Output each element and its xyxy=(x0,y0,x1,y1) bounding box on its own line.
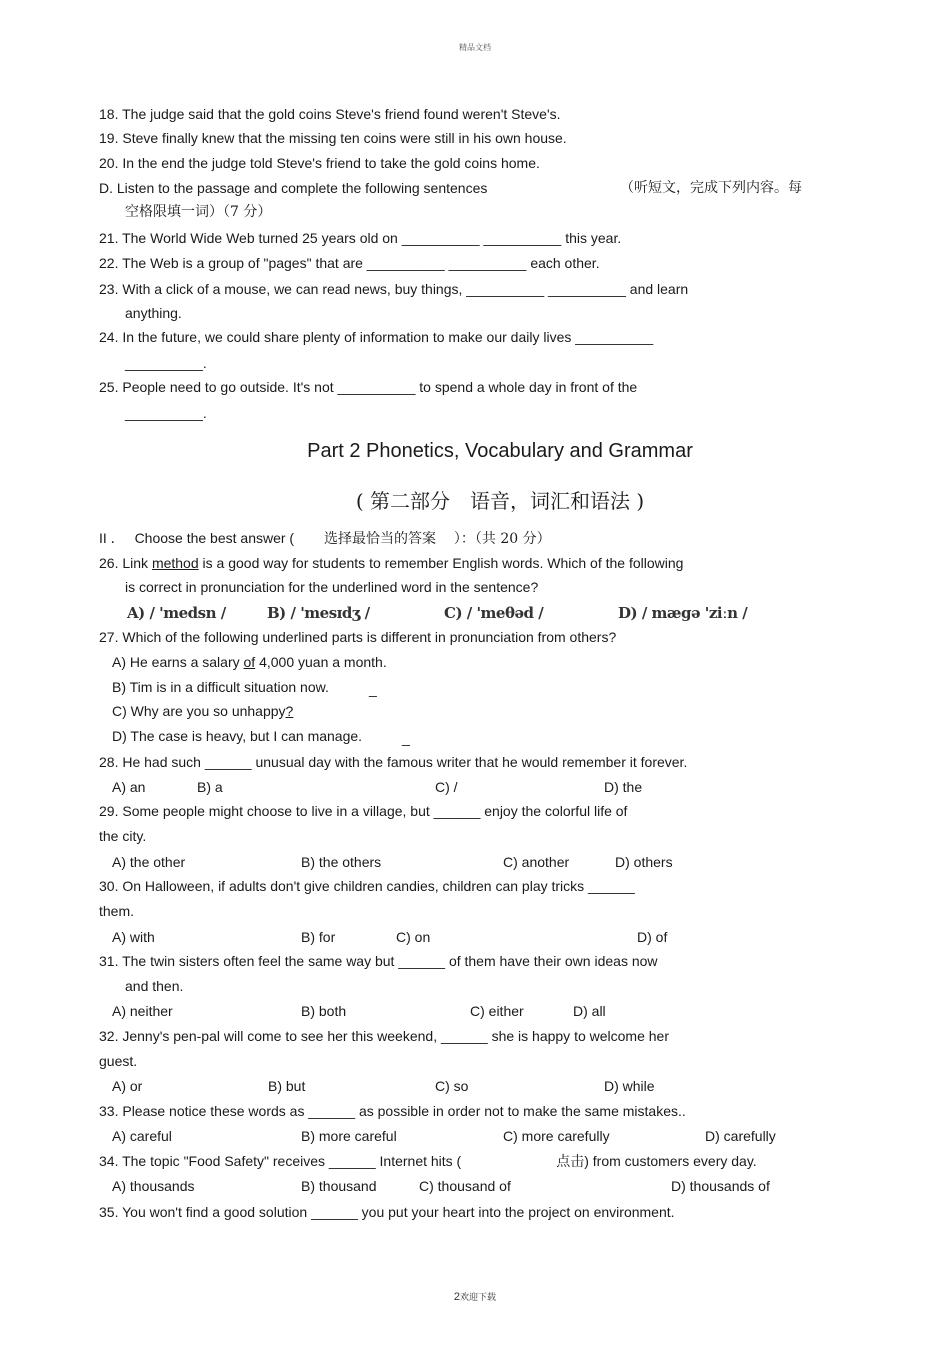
section-d-heading: D. Listen to the passage and complete the following sentences xyxy=(99,180,488,196)
option-b: B) for xyxy=(301,929,336,945)
option-d: D) of xyxy=(637,929,668,945)
question-34-text-end: ) from customers every day. xyxy=(584,1153,757,1169)
option-d: D) carefully xyxy=(705,1128,776,1144)
option-a: A) careful xyxy=(112,1128,172,1144)
page-footer xyxy=(0,1290,950,1303)
option-c: C) another xyxy=(503,854,570,870)
question-25: 25. People need to go outside. It's not __________ to spend a whole day in front of the xyxy=(99,379,638,395)
option-text: A) He earns a salary xyxy=(112,654,244,670)
item-text: The judge said that the gold coins Steve's friend found weren't Steve's. xyxy=(122,106,561,122)
underline-mark: _ xyxy=(402,730,410,746)
item-text: Steve finally knew that the missing ten coins were still in his own house. xyxy=(122,130,567,146)
option-c: C) thousand of xyxy=(419,1178,511,1194)
question-35: 35. You won't find a good solution ______ you put your heart into the project on environment. xyxy=(99,1204,675,1220)
question-27-option-b: B) Tim is in a difficult situation now. xyxy=(112,679,329,695)
section-ii-label: II ． xyxy=(99,530,125,546)
section-ii-text-cn: 选择最恰当的答案 xyxy=(323,531,436,547)
option-d: D) the xyxy=(604,779,643,795)
item-18 xyxy=(99,105,561,123)
question-26 xyxy=(99,554,683,572)
question-34 xyxy=(99,1152,757,1171)
option-text: 4,000 yuan a month. xyxy=(255,654,387,670)
section-d-instruction-cn: （听短文，完成下列内容。每 xyxy=(620,180,802,196)
question-34-text: 34. The topic "Food Safety" receives ______ Internet hits ( xyxy=(99,1153,462,1169)
option-d: D) thousands of xyxy=(671,1178,770,1194)
question-24: 24. In the future, we could share plenty of information to make our daily lives __________ xyxy=(99,329,654,345)
question-26-prefix: 26. Link xyxy=(99,555,152,571)
item-text: In the end the judge told Steve's friend to take the gold coins home. xyxy=(122,155,540,171)
question-22: 22. The Web is a group of "pages" that are __________ __________ each other. xyxy=(99,255,600,271)
option-text: C) Why are you so unhappy xyxy=(112,703,286,719)
question-29: 29. Some people might choose to live in a village, but ______ enjoy the colorful life of xyxy=(99,803,628,819)
question-24-continued: __________. xyxy=(125,355,207,371)
question-23: 23. With a click of a mouse, we can read news, buy things, __________ __________ and learn xyxy=(99,281,689,297)
option-b: B) but xyxy=(268,1078,306,1094)
question-27-option-d: D) The case is heavy, but I can manage. xyxy=(112,728,363,744)
underlined-part: of xyxy=(243,654,256,670)
option-b: B) thousand xyxy=(301,1178,377,1194)
question-33: 33. Please notice these words as ______ as possible in order not to make the same mistakes.. xyxy=(99,1103,686,1119)
phonetic-option-c: C) / 'meθəd / xyxy=(444,604,544,622)
option-a: A) neither xyxy=(112,1003,173,1019)
page-header: 精品文档 xyxy=(459,43,491,52)
option-c: C) more carefully xyxy=(503,1128,610,1144)
option-b: B) a xyxy=(197,779,223,795)
option-c: C) on xyxy=(396,929,431,945)
option-d: D) others xyxy=(615,854,673,870)
question-32: 32. Jenny's pen-pal will come to see her this weekend, ______ she is happy to welcome her xyxy=(99,1028,670,1044)
option-a: A) the other xyxy=(112,854,186,870)
section-d-instruction-cn-2: 空格限填一词）（7 分） xyxy=(125,204,272,220)
section-ii-text: Choose the best answer ( xyxy=(134,530,295,546)
question-26-rest: is a good way for students to remember English words. Which of the following xyxy=(198,555,684,571)
phonetic-option-b: B) / 'mesɪdʒ / xyxy=(267,604,370,622)
question-30-continued: them. xyxy=(99,903,135,919)
part2-subtitle: ( 第二部分 语音，词汇和语法 ) xyxy=(355,489,645,513)
question-27-option-c xyxy=(112,702,293,720)
option-a: A) with xyxy=(112,929,155,945)
option-b: B) the others xyxy=(301,854,382,870)
option-c: C) either xyxy=(470,1003,524,1019)
item-number: 18. xyxy=(99,106,119,122)
option-d: D) all xyxy=(573,1003,606,1019)
section-ii-heading xyxy=(99,529,551,548)
option-a: A) an xyxy=(112,779,146,795)
section-ii-score: ）：（共 20 分） xyxy=(453,531,551,547)
option-c: C) so xyxy=(435,1078,469,1094)
question-34-cn: 点击 xyxy=(556,1154,585,1170)
option-b: B) both xyxy=(301,1003,347,1019)
option-a: A) thousands xyxy=(112,1178,195,1194)
question-31-continued: and then. xyxy=(125,978,184,994)
option-c: C) / xyxy=(435,779,458,795)
phonetic-option-d: D) / mægə 'ziːn / xyxy=(618,604,748,622)
item-19 xyxy=(99,129,567,147)
question-29-continued: the city. xyxy=(99,828,147,844)
option-a: A) or xyxy=(112,1078,143,1094)
question-21: 21. The World Wide Web turned 25 years old on __________ __________ this year. xyxy=(99,230,622,246)
footer-text: 欢迎下载 xyxy=(460,1292,497,1302)
item-20 xyxy=(99,154,540,172)
underlined-word: method xyxy=(151,555,199,571)
question-27: 27. Which of the following underlined parts is different in pronunciation from others? xyxy=(99,629,617,645)
question-32-continued: guest. xyxy=(99,1053,138,1069)
question-25-continued: __________. xyxy=(125,405,207,421)
option-d: D) while xyxy=(604,1078,655,1094)
question-28: 28. He had such ______ unusual day with the famous writer that he would remember it forever. xyxy=(99,754,688,770)
item-number: 19. xyxy=(99,130,119,146)
page-number: 2 xyxy=(453,1291,461,1303)
question-30: 30. On Halloween, if adults don't give children candies, children can play tricks ______ xyxy=(99,878,635,894)
option-b: B) more careful xyxy=(301,1128,397,1144)
part2-title: Part 2 Phonetics, Vocabulary and Grammar xyxy=(307,440,693,462)
underlined-part: ? xyxy=(285,703,294,719)
question-26-continued: is correct in pronunciation for the underlined word in the sentence? xyxy=(125,579,539,595)
item-number: 20. xyxy=(99,155,119,171)
underline-mark: _ xyxy=(369,681,377,697)
question-23-continued: anything. xyxy=(125,305,182,321)
phonetic-option-a: A) / 'medsn / xyxy=(127,604,226,622)
question-31: 31. The twin sisters often feel the same way but ______ of them have their own ideas now xyxy=(99,953,658,969)
question-27-option-a xyxy=(112,653,387,671)
